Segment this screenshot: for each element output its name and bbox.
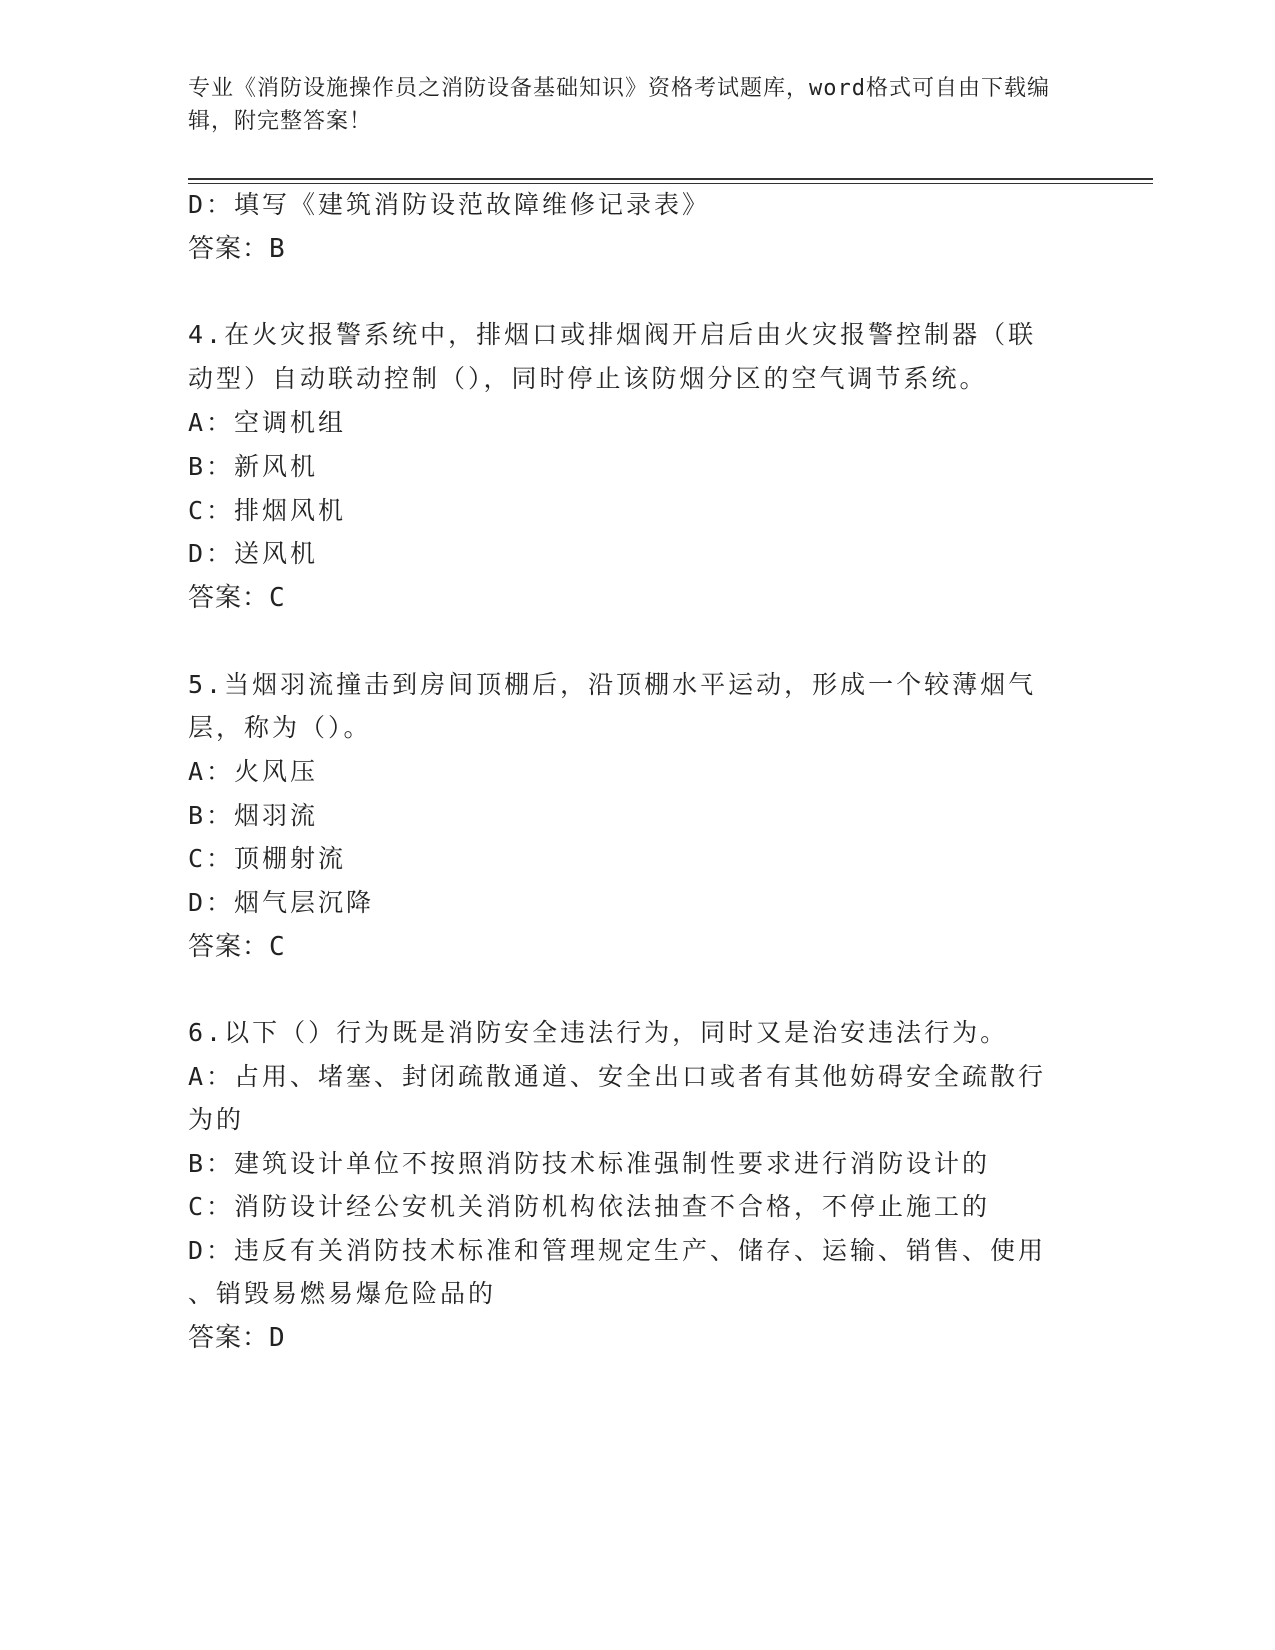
q5-option-b: B：烟羽流 bbox=[188, 801, 319, 830]
document-header: 专业《消防设施操作员之消防设备基础知识》资格考试题库，word格式可自由下载编辑，附完整答案！ bbox=[188, 76, 1050, 134]
q5-option-c: C：顶棚射流 bbox=[188, 844, 347, 873]
q4-option-d: D：送风机 bbox=[188, 539, 319, 568]
q4-stem-line1: 4.在火灾报警系统中，排烟口或排烟阀开启后由火灾报警控制器（联 bbox=[188, 320, 1037, 349]
q6-answer: 答案：D bbox=[188, 1323, 286, 1353]
q6-option-a-line2: 为的 bbox=[188, 1105, 245, 1134]
header-divider-thin bbox=[188, 183, 1153, 184]
q5-stem-line2: 层，称为（）。 bbox=[188, 713, 372, 742]
header-divider-thick bbox=[188, 178, 1153, 180]
q4-stem-line2: 动型）自动联动控制（），同时停止该防烟分区的空气调节系统。 bbox=[188, 364, 988, 393]
q6-option-d-line2: 、销毁易燃易爆危险品的 bbox=[188, 1279, 497, 1308]
q3-option-d: D：填写《建筑消防设范故障维修记录表》 bbox=[188, 190, 711, 219]
q6-option-d-line1: D：违反有关消防技术标准和管理规定生产、储存、运输、销售、使用 bbox=[188, 1236, 1047, 1265]
q4-answer: 答案：C bbox=[188, 583, 286, 613]
q5-option-a: A：火风压 bbox=[188, 757, 319, 786]
q4-option-b: B：新风机 bbox=[188, 452, 319, 481]
q6-option-a-line1: A：占用、堵塞、封闭疏散通道、安全出口或者有其他妨碍安全疏散行 bbox=[188, 1062, 1047, 1091]
q6-stem: 6.以下（）行为既是消防安全违法行为，同时又是治安违法行为。 bbox=[188, 1018, 1009, 1047]
q5-stem-line1: 5.当烟羽流撞击到房间顶棚后，沿顶棚水平运动，形成一个较薄烟气 bbox=[188, 670, 1037, 699]
q5-answer: 答案：C bbox=[188, 932, 286, 962]
q5-option-d: D：烟气层沉降 bbox=[188, 888, 375, 917]
q6-option-c: C：消防设计经公安机关消防机构依法抽查不合格，不停止施工的 bbox=[188, 1192, 991, 1221]
q6-option-b: B：建筑设计单位不按照消防技术标准强制性要求进行消防设计的 bbox=[188, 1149, 991, 1178]
q4-option-a: A：空调机组 bbox=[188, 408, 347, 437]
q3-answer: 答案：B bbox=[188, 234, 286, 264]
q4-option-c: C：排烟风机 bbox=[188, 496, 347, 525]
